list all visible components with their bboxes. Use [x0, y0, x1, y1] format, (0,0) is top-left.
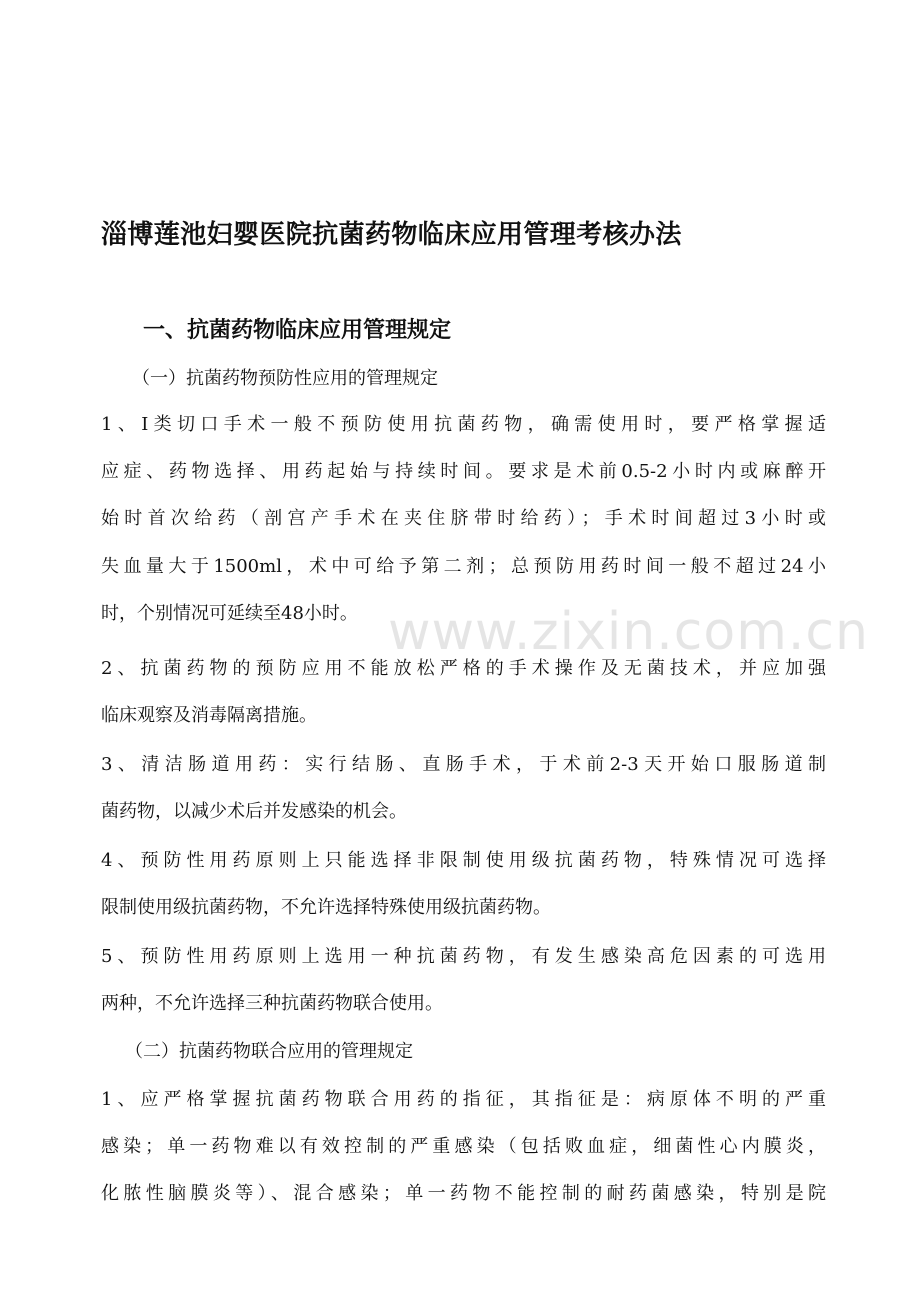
paragraph-item-3 [101, 741, 826, 835]
text-line: 始时首次给药（剖宫产手术在夹住脐带时给药）；手术时间超过3小时或 [101, 508, 826, 530]
text-line: 化脓性脑膜炎等）、混合感染；单一药物不能控制的耐药菌感染，特别是院 [101, 1183, 826, 1205]
text-line: 1、Ⅰ类切口手术一般不预防使用抗菌药物，确需使用时，要严格掌握适 [101, 414, 826, 435]
watermark: www.zixin.com.cn [388, 602, 869, 662]
subsection-heading-1: （一）抗菌药物预防性应用的管理规定 [132, 368, 438, 389]
paragraph-item-4 [101, 837, 826, 931]
text-line: 临床观察及消毒隔离措施。 [101, 705, 317, 727]
paragraph-item-2 [101, 645, 826, 739]
text-line: 1、应严格掌握抗菌药物联合用药的指征，其指征是：病原体不明的严重 [101, 1089, 826, 1110]
subsection-heading-2: （二）抗菌药物联合应用的管理规定 [125, 1041, 413, 1062]
text-line: 限制使用级抗菌药物，不允许选择特殊使用级抗菌药物。 [101, 897, 551, 919]
paragraph-item-6 [101, 1076, 826, 1218]
text-line: 4、预防性用药原则上只能选择非限制使用级抗菌药物，特殊情况可选择 [101, 850, 826, 871]
text-line: 2、抗菌药物的预防应用不能放松严格的手术操作及无菌技术，并应加强 [101, 658, 826, 679]
text-line: 失血量大于1500ml，术中可给予第二剂；总预防用药时间一般不超过24小 [101, 555, 826, 577]
section-heading-1: 一、抗菌药物临床应用管理规定 [143, 317, 452, 343]
text-line: 两种，不允许选择三种抗菌药物联合使用。 [101, 993, 443, 1015]
text-line: 时，个别情况可延续至48小时。 [101, 602, 358, 624]
text-line: 感染；单一药物难以有效控制的严重感染（包括败血症，细菌性心内膜炎， [101, 1136, 826, 1158]
text-line: 3、清洁肠道用药：实行结肠、直肠手术，于术前2-3天开始口服肠道制 [101, 754, 826, 775]
paragraph-item-5 [101, 933, 826, 1027]
document-title: 淄博莲池妇婴医院抗菌药物临床应用管理考核办法 [101, 220, 682, 250]
paragraph-item-1 [101, 401, 826, 637]
text-line: 5、预防性用药原则上选用一种抗菌药物，有发生感染高危因素的可选用 [101, 946, 826, 967]
text-line: 应症、药物选择、用药起始与持续时间。要求是术前0.5-2小时内或麻醉开 [101, 461, 826, 483]
text-line: 菌药物，以减少术后并发感染的机会。 [101, 801, 407, 823]
